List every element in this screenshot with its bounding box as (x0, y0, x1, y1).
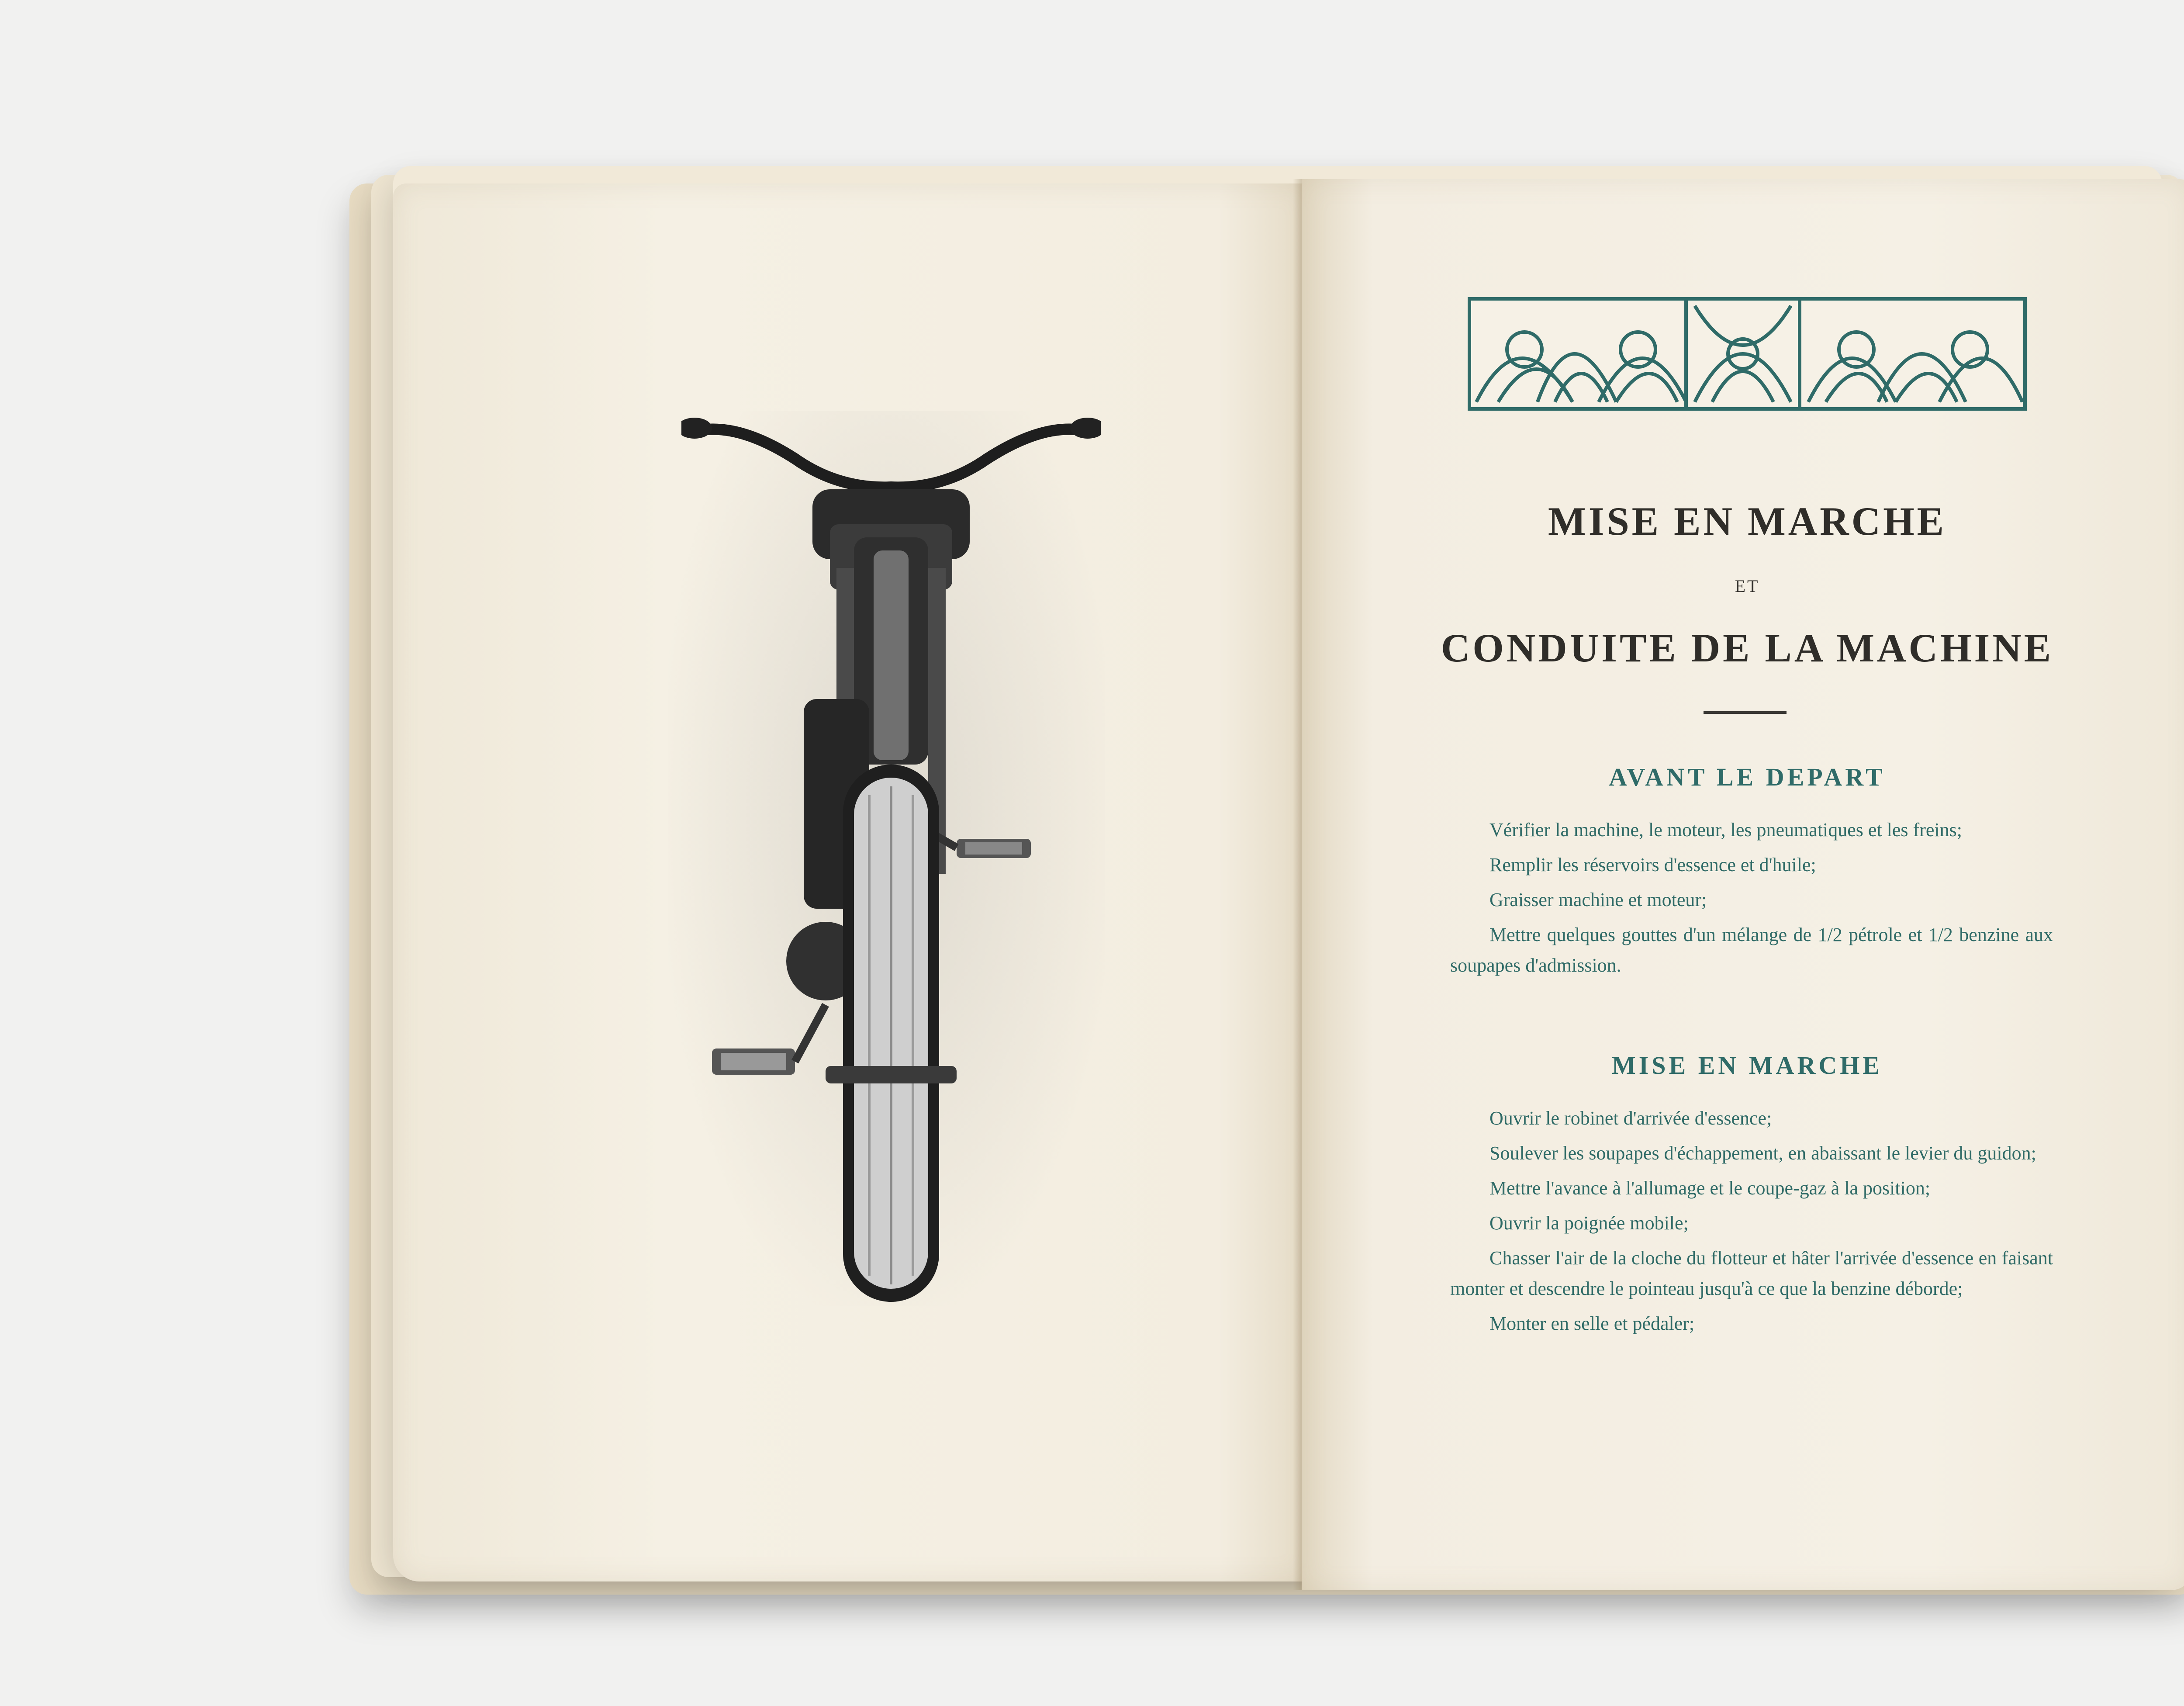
list-item: Mettre quelques gouttes d'un mélange de 1/2 pétrole et 1/2 benzine aux soupapes d'admission. (1450, 924, 2053, 976)
title-divider (1704, 711, 1787, 714)
list-item: Graisser machine et moteur; (1489, 889, 1707, 910)
art-nouveau-ornament (1468, 297, 2027, 411)
instruction-list-avant-le-depart (1450, 815, 2053, 985)
motorcycle-photo (681, 393, 1101, 1311)
section-heading-avant-le-depart: AVANT LE DEPART (1609, 763, 1886, 791)
page-title-connector: ET (1735, 576, 1760, 596)
list-item: Soulever les soupapes d'échappement, en abaissant le levier du guidon; (1489, 1142, 2036, 1164)
instruction-list-mise-en-marche (1450, 1103, 2053, 1343)
list-item: Ouvrir la poignée mobile; (1489, 1212, 1689, 1234)
list-item: Chasser l'air de la cloche du flotteur et hâter l'arrivée d'essence en faisant monter et descendre le pointeau jusqu'à ce que la benzine déborde; (1450, 1247, 2053, 1299)
page-title-line-1: MISE EN MARCHE (1548, 499, 1947, 543)
list-item: Ouvrir le robinet d'arrivée d'essence; (1489, 1107, 1772, 1129)
list-item: Mettre l'avance à l'allumage et le coupe-gaz à la position; (1489, 1177, 1931, 1199)
list-item: Vérifier la machine, le moteur, les pneumatiques et les freins; (1489, 819, 1962, 841)
section-heading-mise-en-marche: MISE EN MARCHE (1611, 1051, 1883, 1080)
page-title-line-2: CONDUITE DE LA MACHINE (1441, 626, 2054, 670)
list-item: Remplir les réservoirs d'essence et d'huile; (1489, 854, 1816, 875)
list-item: Monter en selle et pédaler; (1489, 1313, 1695, 1334)
